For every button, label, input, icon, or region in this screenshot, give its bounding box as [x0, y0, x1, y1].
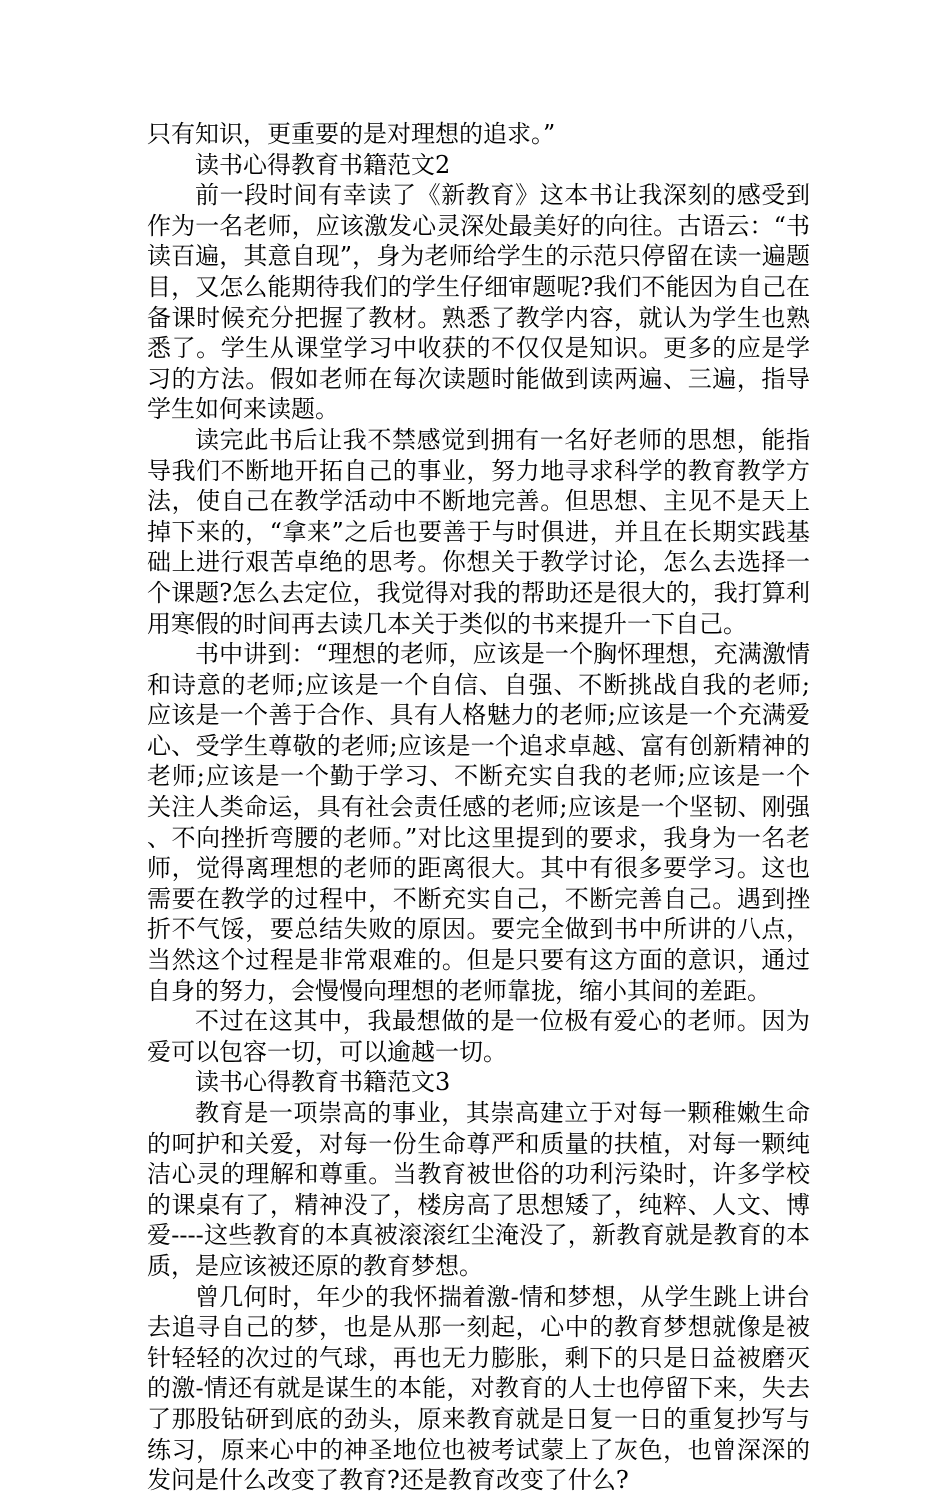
- paragraph-once-upon-a-time: 曾几何时，年少的我怀揣着激-情和梦想，从学生跳上讲台去追寻自己的梦，也是从那一刻起，心中的教育梦想就像是被针轻轻的次过的气球，再也无力膨胀，剩下的只是日益被磨灭的激-情还有就是谋生的本能，对教育的人士也停留下来，失去了那股钻研到底的劲头，原来教育就是日复一日的重复抄写与练习，原来心中的神圣地位也被考试蒙上了灰色，也曾深深的发问是什么改变了教育?还是教育改变了什么?: [147, 1282, 810, 1495]
- paragraph-new-education-reading: 前一段时间有幸读了《新教育》这本书让我深刻的感受到作为一名老师，应该激发心灵深处最美好的向往。古语云：“书读百遍，其意自现”，身为老师给学生的示范只停留在读一遍题目，又怎么能期待我们的学生仔细审题呢?我们不能因为自己在备课时候充分把握了教材。熟悉了教学内容，就认为学生也熟悉了。学生从课堂学习中收获的不仅仅是知识。更多的应是学习的方法。假如老师在每次读题时能做到读两遍、三遍，指导学生如何来读题。: [147, 181, 810, 424]
- paragraph-after-reading: 读完此书后让我不禁感觉到拥有一名好老师的思想，能指导我们不断地开拓自己的事业，努力地寻求科学的教育教学方法，使自己在教学活动中不断地完善。但思想、主见不是天上掉下来的，“拿来”之后也要善于与时俱进，并且在长期实践基础上进行艰苦卓绝的思考。你想关于教学讨论，怎么去选择一个课题?怎么去定位，我觉得对我的帮助还是很大的，我打算利用寒假的时间再去读几本关于类似的书来提升一下自己。: [147, 425, 810, 638]
- paragraph-caring-teacher: 不过在这其中，我最想做的是一位极有爱心的老师。因为爱可以包容一切，可以逾越一切。: [147, 1007, 810, 1066]
- section-heading-essay-2: 读书心得教育书籍范文2: [195, 150, 451, 179]
- paragraph-ideal-teacher-quote: 书中讲到：“理想的老师，应该是一个胸怀理想，充满激情和诗意的老师;应该是一个自信、自强、不断挑战自我的老师;应该是一个善于合作、具有人格魅力的老师;应该是一个充满爱心、受学生尊敬的老师;应该是一个追求卓越、富有创新精神的老师;应该是一个勤于学习、不断充实自我的老师;应该是一个关注人类命运，具有社会责任感的老师;应该是一个坚韧、刚强、不向挫折弯腰的老师。”对比这里提到的要求，我身为一名老师，觉得离理想的老师的距离很大。其中有很多要学习。这也需要在教学的过程中，不断充实自己，不断完善自己。遇到挫折不气馁，要总结失败的原因。要完全做到书中所讲的八点，当然这个过程是非常艰难的。但是只要有这方面的意识，通过自身的努力，会慢慢向理想的老师靠拢，缩小其间的差距。: [147, 640, 810, 1005]
- paragraph-education-noble-cause: 教育是一项崇高的事业，其崇高建立于对每一颗稚嫩生命的呵护和关爱，对每一份生命尊严和质量的扶植，对每一颗纯洁心灵的理解和尊重。当教育被世俗的功利污染时，许多学校的课桌有了，精神没了，楼房高了思想矮了，纯粹、人文、博爱----这些教育的本真被滚滚红尘淹没了，新教育就是教育的本质，是应该被还原的教育梦想。: [147, 1099, 810, 1280]
- paragraph-continuation: 只有知识，更重要的是对理想的追求。”: [147, 120, 556, 148]
- section-heading-essay-3: 读书心得教育书籍范文3: [195, 1068, 451, 1097]
